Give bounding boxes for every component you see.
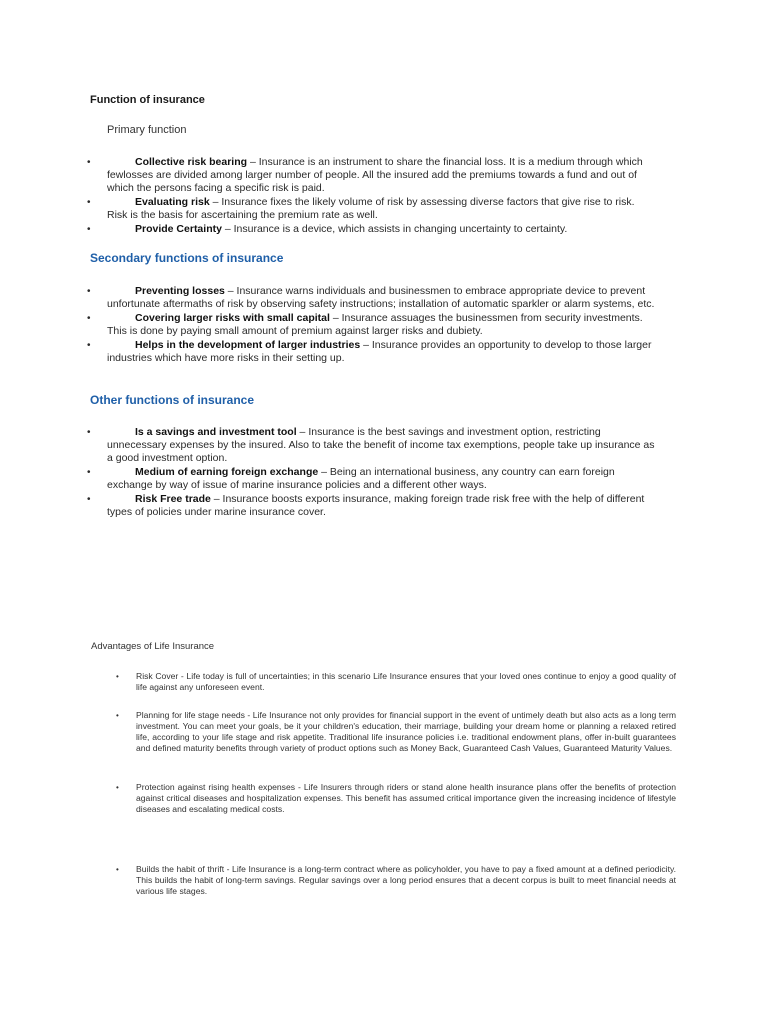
list-item bbox=[0, 312, 657, 338]
bullet-icon: • bbox=[87, 467, 91, 478]
advantages-heading: Advantages of Life Insurance bbox=[91, 641, 215, 652]
advantage-list-1 bbox=[0, 671, 768, 693]
advantage-list-2 bbox=[0, 710, 768, 754]
list-item bbox=[0, 782, 676, 815]
item-term: Evaluating risk bbox=[135, 196, 210, 208]
list-item bbox=[0, 710, 676, 754]
item-text: – Insurance is an instrument to share the financial loss. It is a medium through which fewlosses are divided among larger number of people. All the insured add the premiums towards a fund and out of which the persons facing a specific risk is paid. bbox=[107, 156, 643, 194]
item-text: – Insurance fixes the likely volume of risk by assessing diverse factors that give rise to risk. Risk is the basis for ascertaining the premium rate as well. bbox=[107, 196, 635, 221]
bullet-icon: • bbox=[87, 286, 91, 297]
bullet-icon: • bbox=[87, 224, 91, 235]
list-item bbox=[0, 493, 657, 519]
bullet-icon: • bbox=[116, 711, 119, 720]
item-term: Preventing losses bbox=[135, 285, 225, 297]
item-text: – Insurance warns individuals and businessmen to embrace appropriate device to prevent unfortunate aftermaths of risk by observing safety instructions; installation of automatic sparkler or alarm systems, etc. bbox=[107, 285, 655, 310]
item-term: Provide Certainty bbox=[135, 223, 222, 235]
secondary-functions-list bbox=[0, 285, 768, 366]
list-item bbox=[0, 864, 676, 897]
other-functions-list bbox=[0, 426, 768, 520]
item-term: Medium of earning foreign exchange bbox=[135, 466, 319, 478]
advantage-text: Planning for life stage needs - Life Insurance not only provides for financial support in the event of untimely death but also acts as a long term investment. You can meet your goals, be it your children's education, their marriage, building your dream home or planning a relaxed retired life, according to your life stage and risk appetite. Traditional life insurance policies i.e. traditional endowment plans, offer in-built guarantees and defined maturity benefits through variety of product options such as Money Back, Guaranteed Cash Values, Guaranteed Maturity Values. bbox=[136, 710, 676, 753]
bullet-icon: • bbox=[87, 427, 91, 438]
item-term: Is a savings and investment tool bbox=[135, 426, 297, 438]
item-term: Risk Free trade bbox=[135, 493, 211, 505]
advantage-text: Protection against rising health expenses - Life Insurers through riders or stand alone health insurance plans offer the benefits of protection against critical diseases and hospitalization expenses. This benefit has assumed critical importance given the increasing incidence of lifestyle diseases and escalating medical costs. bbox=[136, 782, 676, 814]
advantage-text: Builds the habit of thrift - Life Insurance is a long-term contract where as policyholder, you have to pay a fixed amount at a defined periodicity. This builds the habit of long-term savings. Regular savings over a long period ensures that a decent corpus is built to meet financial needs at various life stages. bbox=[136, 864, 676, 896]
list-item bbox=[0, 223, 657, 236]
bullet-icon: • bbox=[87, 313, 91, 324]
item-term: Collective risk bearing bbox=[135, 156, 248, 168]
other-functions-heading: Other functions of insurance bbox=[90, 393, 255, 407]
bullet-icon: • bbox=[116, 783, 119, 792]
bullet-icon: • bbox=[87, 340, 91, 351]
item-term: Helps in the development of larger industries bbox=[135, 339, 361, 351]
advantage-list-4 bbox=[0, 864, 768, 897]
list-item bbox=[0, 196, 657, 222]
advantage-text: Risk Cover - Life today is full of uncertainties; in this scenario Life Insurance ensures that your loved ones continue to enjoy a good quality of life against any unforeseen event. bbox=[136, 671, 676, 692]
item-text: – Insurance assuages the businessmen from security investments. This is done by paying small amount of premium against larger risks and dubiety. bbox=[107, 312, 643, 337]
item-text: – Insurance is the best savings and investment option, restricting unnecessary expenses by the insured. Also to take the benefit of income tax exemptions, people take up insurance as a good investment option. bbox=[107, 426, 655, 464]
bullet-icon: • bbox=[116, 865, 119, 874]
item-text: – Being an international business, any country can earn foreign exchange by way of issue of marine insurance policies and a different other ways. bbox=[107, 466, 615, 491]
list-item bbox=[0, 339, 657, 365]
list-item bbox=[0, 426, 657, 465]
item-text: – Insurance boosts exports insurance, making foreign trade risk free with the help of different types of policies under marine insurance cover. bbox=[107, 493, 645, 518]
item-text: – Insurance provides an opportunity to develop to those larger industries which have more risks in their setting up. bbox=[107, 339, 652, 364]
list-item bbox=[0, 466, 657, 492]
page-title: Function of insurance bbox=[90, 94, 205, 106]
primary-function-subtitle: Primary function bbox=[107, 124, 187, 136]
secondary-functions-heading: Secondary functions of insurance bbox=[90, 251, 284, 265]
list-item bbox=[0, 156, 657, 195]
advantage-list-3 bbox=[0, 782, 768, 815]
bullet-icon: • bbox=[116, 672, 119, 681]
list-item bbox=[0, 285, 657, 311]
item-text: – Insurance is a device, which assists in changing uncertainty to certainty. bbox=[221, 223, 568, 235]
bullet-icon: • bbox=[87, 197, 91, 208]
list-item bbox=[0, 671, 676, 693]
bullet-icon: • bbox=[87, 494, 91, 505]
bullet-icon: • bbox=[87, 157, 91, 168]
item-term: Covering larger risks with small capital bbox=[135, 312, 330, 324]
primary-functions-list bbox=[0, 156, 768, 237]
